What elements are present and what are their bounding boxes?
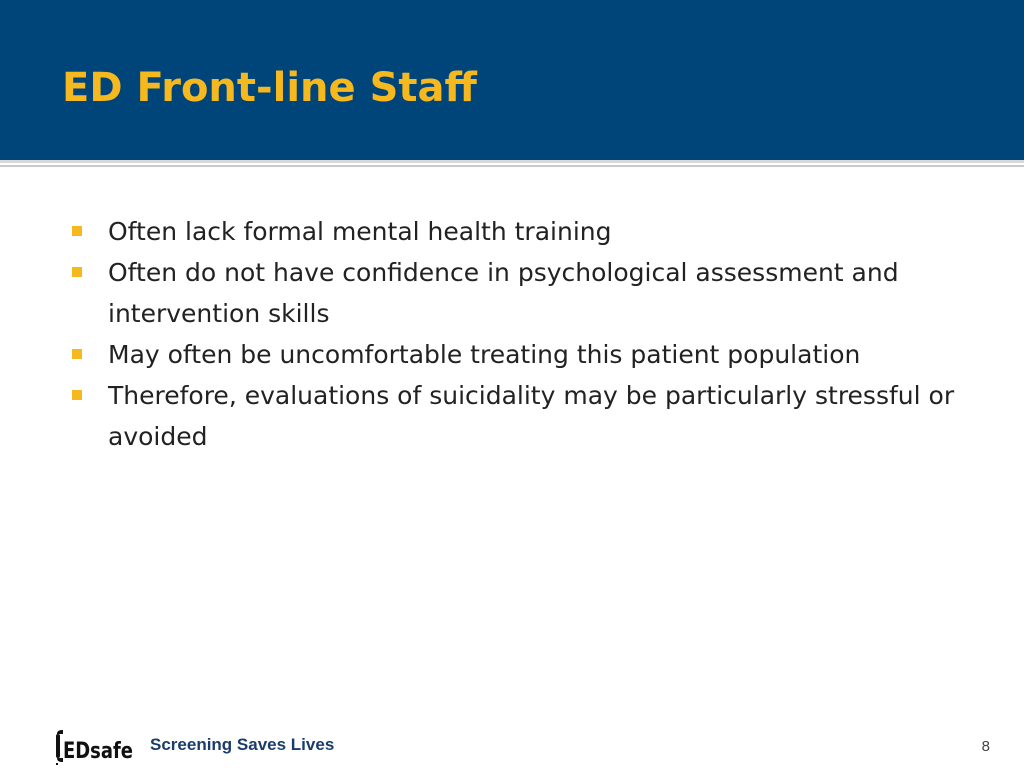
bullet-text: Often do not have confidence in psychological assessment and intervention skills [108, 258, 899, 328]
bullet-item [72, 334, 972, 375]
bullet-text: Often lack formal mental health training [108, 217, 612, 246]
slide-title: ED Front-line Staff [62, 65, 477, 111]
bullet-text: May often be uncomfortable treating this patient population [108, 340, 861, 369]
bullet-list [72, 211, 972, 457]
bullet-text: Therefore, evaluations of suicidality may be particularly stressful or avoided [108, 381, 955, 451]
page-number: 8 [981, 738, 990, 755]
title-bar [0, 0, 1024, 160]
bullet-marker-icon [72, 267, 82, 277]
footer-tagline: Screening Saves Lives [150, 735, 335, 754]
bullet-marker-icon [72, 226, 82, 236]
bullet-item [72, 211, 972, 252]
bullet-item [72, 375, 972, 457]
bullet-item [72, 252, 972, 334]
logo-wordmark: EDsafe [63, 739, 133, 764]
bullet-marker-icon [72, 390, 82, 400]
header-divider-lower [0, 165, 1024, 167]
bullet-marker-icon [72, 349, 82, 359]
logo-phone-icon [56, 734, 60, 758]
edsafe-logo [54, 728, 136, 766]
